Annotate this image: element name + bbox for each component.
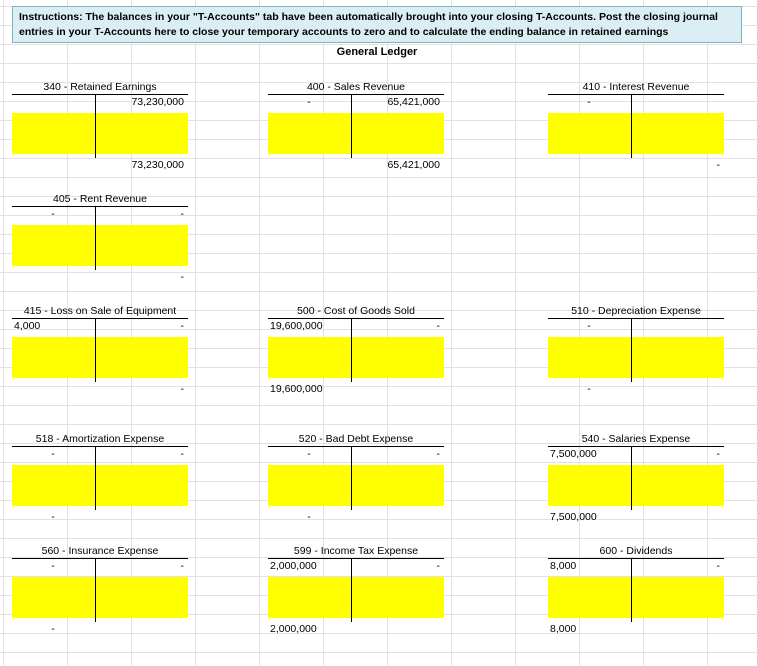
- t-account-340-retained-earnings: [12, 80, 188, 202]
- t-account-title: 405 - Rent Revenue: [53, 193, 147, 205]
- t-account-518-amortization-expense: [12, 432, 188, 554]
- credit-closing-entry-cell[interactable]: [96, 465, 188, 506]
- credit-closing-entry-cell[interactable]: [352, 337, 444, 378]
- t-account-400-sales-revenue: [268, 80, 444, 202]
- t-account-title: 340 - Retained Earnings: [43, 81, 157, 93]
- debit-closing-entry-cell[interactable]: [268, 577, 351, 618]
- ending-credit-cell[interactable]: 65,421,000: [387, 159, 440, 171]
- credit-balance-cell[interactable]: [634, 319, 720, 333]
- credit-balance-cell[interactable]: -: [180, 560, 184, 572]
- t-account-500-cost-of-goods-sold: [268, 304, 444, 426]
- debit-balance-cell[interactable]: 8,000: [550, 560, 577, 572]
- t-account-560-insurance-expense: [12, 544, 188, 666]
- t-account-540-salaries-expense: [548, 432, 724, 554]
- ending-debit-cell[interactable]: [14, 382, 92, 396]
- credit-balance-cell[interactable]: [634, 95, 720, 109]
- ending-credit-cell[interactable]: [634, 622, 720, 636]
- ending-credit-cell[interactable]: -: [180, 271, 184, 283]
- credit-balance-cell[interactable]: 73,230,000: [131, 96, 184, 108]
- credit-closing-entry-cell[interactable]: [632, 465, 724, 506]
- credit-balance-cell[interactable]: 65,421,000: [387, 96, 440, 108]
- credit-balance-cell[interactable]: -: [180, 208, 184, 220]
- t-account-600-dividends: [548, 544, 724, 666]
- debit-balance-cell[interactable]: -: [51, 448, 55, 460]
- credit-closing-entry-cell[interactable]: [96, 225, 188, 266]
- ending-debit-cell[interactable]: 19,600,000: [270, 383, 323, 395]
- credit-closing-entry-cell[interactable]: [96, 577, 188, 618]
- credit-balance-cell[interactable]: -: [436, 448, 440, 460]
- ending-credit-cell[interactable]: [634, 510, 720, 524]
- debit-balance-cell[interactable]: 19,600,000: [270, 320, 323, 332]
- instructions-line-1: Instructions: The balances in your "T-Accounts" tab have been automatically brought into your closing T-Accounts. Post the closing journal: [19, 11, 718, 23]
- ending-debit-cell[interactable]: 8,000: [550, 623, 577, 635]
- debit-closing-entry-cell[interactable]: [268, 465, 351, 506]
- ending-debit-cell[interactable]: 2,000,000: [270, 623, 317, 635]
- debit-closing-entry-cell[interactable]: [268, 113, 351, 154]
- t-account-title: 400 - Sales Revenue: [306, 81, 406, 93]
- t-account-title: 415 - Loss on Sale of Equipment: [23, 305, 177, 317]
- credit-closing-entry-cell[interactable]: [352, 113, 444, 154]
- debit-closing-entry-cell[interactable]: [548, 577, 631, 618]
- t-account-520-bad-debt-expense: [268, 432, 444, 554]
- general-ledger-title: General Ledger: [336, 46, 418, 58]
- ending-debit-cell[interactable]: -: [307, 511, 311, 523]
- ending-debit-cell[interactable]: -: [587, 383, 591, 395]
- t-account-415-loss-on-sale-of-equipment: [12, 304, 188, 426]
- ending-credit-cell[interactable]: [634, 382, 720, 396]
- debit-closing-entry-cell[interactable]: [12, 577, 95, 618]
- debit-closing-entry-cell[interactable]: [268, 337, 351, 378]
- t-account-title: 540 - Salaries Expense: [581, 433, 691, 445]
- instructions-line-2: entries in your T-Accounts here to close your temporary accounts to zero and to calculate the ending balance in retained earnings: [19, 26, 669, 38]
- credit-balance-cell[interactable]: -: [436, 560, 440, 572]
- debit-balance-cell[interactable]: -: [587, 96, 591, 108]
- ending-credit-cell[interactable]: -: [180, 383, 184, 395]
- t-account-599-income-tax-expense: [268, 544, 444, 666]
- debit-balance-cell[interactable]: 7,500,000: [550, 448, 597, 460]
- debit-closing-entry-cell[interactable]: [548, 465, 631, 506]
- ending-debit-cell[interactable]: -: [51, 623, 55, 635]
- credit-closing-entry-cell[interactable]: [632, 337, 724, 378]
- debit-balance-cell[interactable]: -: [307, 96, 311, 108]
- debit-closing-entry-cell[interactable]: [12, 113, 95, 154]
- ending-credit-cell[interactable]: [354, 622, 440, 636]
- ending-debit-cell[interactable]: [14, 158, 92, 172]
- credit-closing-entry-cell[interactable]: [632, 113, 724, 154]
- t-account-title: 560 - Insurance Expense: [41, 545, 159, 557]
- ending-credit-cell[interactable]: [354, 382, 440, 396]
- debit-balance-cell[interactable]: -: [51, 208, 55, 220]
- ending-debit-cell[interactable]: [550, 158, 628, 172]
- debit-closing-entry-cell[interactable]: [12, 465, 95, 506]
- t-account-title: 599 - Income Tax Expense: [293, 545, 419, 557]
- debit-balance-cell[interactable]: [14, 95, 92, 109]
- t-account-510-depreciation-expense: [548, 304, 724, 426]
- t-account-405-rent-revenue: [12, 192, 188, 314]
- credit-balance-cell[interactable]: -: [716, 560, 720, 572]
- ending-credit-cell[interactable]: -: [716, 159, 720, 171]
- credit-balance-cell[interactable]: -: [180, 320, 184, 332]
- debit-closing-entry-cell[interactable]: [548, 113, 631, 154]
- ending-debit-cell[interactable]: [14, 270, 92, 284]
- credit-balance-cell[interactable]: -: [180, 448, 184, 460]
- debit-balance-cell[interactable]: 4,000: [14, 320, 41, 332]
- credit-balance-cell[interactable]: -: [716, 448, 720, 460]
- debit-closing-entry-cell[interactable]: [12, 337, 95, 378]
- t-account-title: 520 - Bad Debt Expense: [298, 433, 414, 445]
- t-account-title: 518 - Amortization Expense: [35, 433, 165, 445]
- t-account-title: 500 - Cost of Goods Sold: [297, 305, 415, 317]
- ending-debit-cell[interactable]: -: [51, 511, 55, 523]
- ending-credit-cell[interactable]: [98, 622, 184, 636]
- debit-balance-cell[interactable]: 2,000,000: [270, 560, 317, 572]
- credit-closing-entry-cell[interactable]: [352, 577, 444, 618]
- credit-closing-entry-cell[interactable]: [352, 465, 444, 506]
- t-account-title: 510 - Depreciation Expense: [571, 305, 701, 317]
- credit-closing-entry-cell[interactable]: [96, 113, 188, 154]
- ending-debit-cell[interactable]: [270, 158, 348, 172]
- ending-credit-cell[interactable]: [98, 510, 184, 524]
- credit-balance-cell[interactable]: -: [436, 320, 440, 332]
- credit-closing-entry-cell[interactable]: [96, 337, 188, 378]
- debit-closing-entry-cell[interactable]: [548, 337, 631, 378]
- t-account-title: 600 - Dividends: [599, 545, 673, 557]
- credit-closing-entry-cell[interactable]: [632, 577, 724, 618]
- debit-balance-cell[interactable]: -: [51, 560, 55, 572]
- t-account-410-interest-revenue: [548, 80, 724, 202]
- t-account-title: 410 - Interest Revenue: [582, 81, 690, 93]
- ending-credit-cell[interactable]: 73,230,000: [131, 159, 184, 171]
- ending-debit-cell[interactable]: 7,500,000: [550, 511, 597, 523]
- debit-balance-cell[interactable]: -: [307, 448, 311, 460]
- instructions-box: [12, 6, 742, 43]
- debit-balance-cell[interactable]: -: [587, 320, 591, 332]
- ending-credit-cell[interactable]: [354, 510, 440, 524]
- debit-closing-entry-cell[interactable]: [12, 225, 95, 266]
